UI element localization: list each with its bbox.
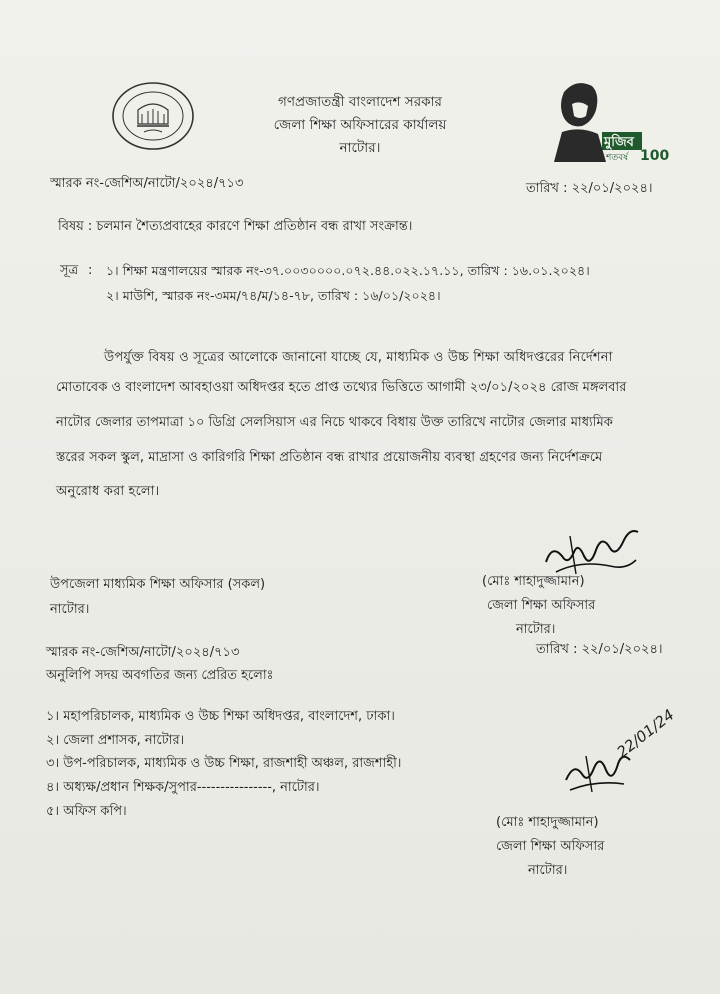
- mujib-centenary-logo: [536, 76, 670, 164]
- reference-item: ১। শিক্ষা মন্ত্রণালয়ের স্মারক নং-৩৭.০০৩০০০০.০৭২.৪৪.০২২.১৭.১১, তারিখ : ১৬.০১.২০২৪।: [106, 263, 590, 278]
- body-line: নাটোর জেলার তাপমাত্রা ১০ ডিগ্রি সেলসিয়াস এর নিচে থাকবে বিধায় উক্ত তারিখে নাটোর জেলার মাধ্যমিক: [56, 415, 613, 430]
- body-line: অনুরোধ করা হলো।: [56, 484, 160, 499]
- signatory-title: জেলা শিক্ষা অফিসার: [487, 598, 596, 613]
- recipient-line-1: উপজেলা মাধ্যমিক শিক্ষা অফিসার (সকল): [50, 577, 266, 592]
- copy-intro: অনুলিপি সদয় অবগতির জন্য প্রেরিত হলোঃ: [46, 668, 274, 683]
- office-seal-logo: [108, 80, 198, 152]
- signatory-title: জেলা শিক্ষা অফিসার: [496, 839, 605, 854]
- svg-text:মুজিব: মুজিব: [604, 135, 634, 150]
- header-line-3: নাটোর।: [339, 140, 381, 156]
- handwritten-date: 22/01/24: [613, 705, 678, 762]
- signatory-place: নাটোর।: [528, 863, 568, 878]
- recipient-line-2: নাটোর।: [50, 602, 90, 617]
- reference-label: সূত্র: [60, 263, 79, 278]
- reference-colon: :: [88, 263, 93, 278]
- svg-text:100: 100: [640, 148, 670, 164]
- svg-text:শতবর্ষ: শতবর্ষ: [606, 153, 629, 163]
- subject: বিষয় : চলমান শৈত্যপ্রবাহের কারণে শিক্ষা প্রতিষ্ঠান বন্ধ রাখা সংক্রান্ত।: [58, 219, 413, 234]
- reference-item: ২। মাউশি, স্মারক নং-৩মম/৭৪/ম/১৪-৭৮, তারিখ : ১৬/০১/২০২৪।: [106, 288, 441, 303]
- copy-item: ৪। অধ্যক্ষ/প্রধান শিক্ষক/সুপার----------------, নাটোর।: [46, 780, 320, 795]
- signatory-name: (মোঃ শাহাদুজ্জামান): [482, 574, 585, 589]
- body-line: স্তরের সকল স্কুল, মাদ্রাসা ও কারিগরি শিক্ষা প্রতিষ্ঠান বন্ধ রাখার প্রয়োজনীয় ব্যবস্থা গ্রহণের জন্য নির্দেশক্রমে: [56, 450, 603, 465]
- signatory-name: (মোঃ শাহাদুজ্জামান): [496, 815, 599, 830]
- copy-item: ৩। উপ-পরিচালক, মাধ্যমিক ও উচ্চ শিক্ষা, রাজশাহী অঞ্চল, রাজশাহী।: [46, 756, 402, 771]
- copy-item: ২। জেলা প্রশাসক, নাটোর।: [46, 733, 185, 748]
- copy-item: ১। মহাপরিচালক, মাধ্যমিক ও উচ্চ শিক্ষা অধিদপ্তর, বাংলাদেশ, ঢাকা।: [46, 709, 395, 724]
- copy-memo-number: স্মারক নং-জেশিঅ/নাটো/২০২৪/৭১৩: [46, 645, 240, 660]
- header-line-1: গণপ্রজাতন্ত্রী বাংলাদেশ সরকার: [278, 94, 442, 110]
- header-line-2: জেলা শিক্ষা অফিসারের কার্যালয়: [273, 117, 447, 133]
- copy-date: তারিখ : ২২/০১/২০২৪।: [536, 642, 663, 657]
- copy-item: ৫। অফিস কপি।: [46, 804, 127, 819]
- body-line: উপর্যুক্ত বিষয় ও সূত্রের আলোকে জানানো যাচ্ছে যে, মাধ্যমিক ও উচ্চ শিক্ষা অধিদপ্তরের নির্দেশনা: [104, 350, 613, 365]
- memo-number: স্মারক নং-জেশিঅ/নাটো/২০২৪/৭১৩: [50, 176, 244, 191]
- body-line: মোতাবেক ও বাংলাদেশ আবহাওয়া অধিদপ্তর হতে প্রাপ্ত তথ্যের ভিত্তিতে আগামী ২৩/০১/২০২৪ রোজ মঙ্গলবার: [56, 380, 627, 395]
- signatory-place: নাটোর।: [516, 622, 556, 637]
- memo-date: তারিখ : ২২/০১/২০২৪।: [526, 181, 653, 196]
